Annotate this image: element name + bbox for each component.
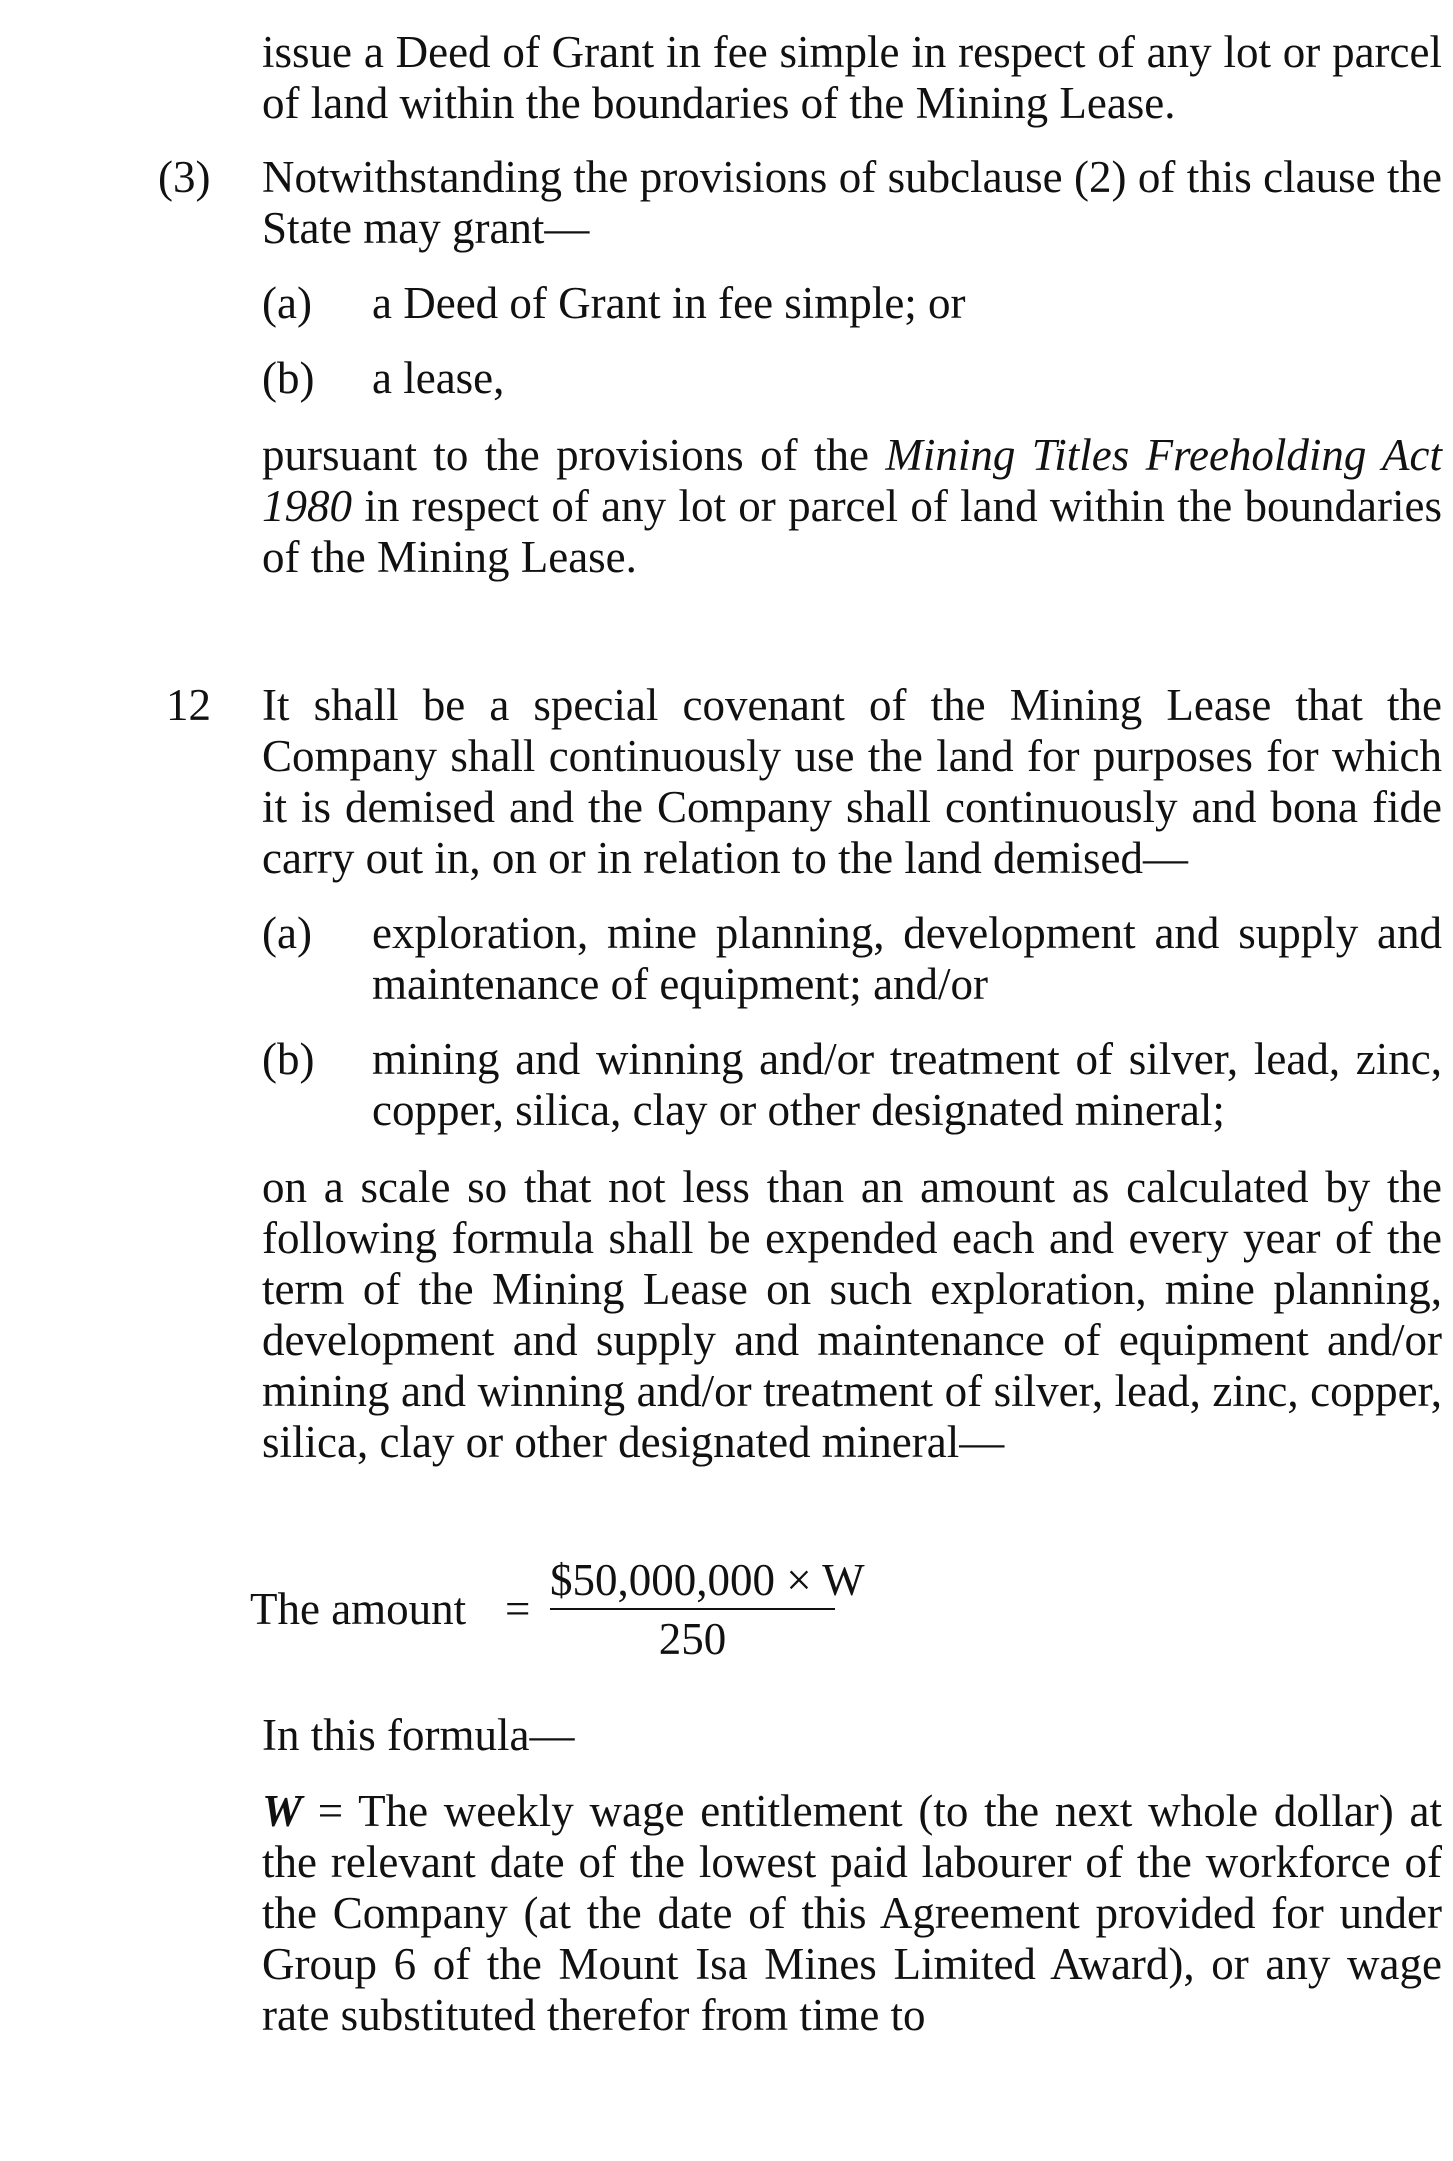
formula-lhs: The amount [250, 1584, 467, 1634]
formula-intro: In this formula— [262, 1710, 575, 1760]
clause-intro: It shall be a special covenant of the Mining Lease that the Company shall continuously use the land for purposes for which it is demised and the Company shall continuously and bona fide carry out in, on or in relation to the land demised— [262, 680, 1442, 883]
clause-tail-paragraph: on a scale so that not less than an amount as calculated by the following formula shall be expended each and every year of the term of the Mining Lease on such exploration, mine planning, development and supply and maintenance of equipment and/or mining and winning and/or treatment of silver, lead, zinc, copper, silica, clay or other designated mineral— [262, 1162, 1442, 1467]
subclause-item-text: a Deed of Grant in fee simple; or [372, 278, 966, 328]
subclause-tail-paragraph [262, 430, 1442, 583]
formula-numerator: $50,000,000 × W [550, 1555, 865, 1605]
subclause-item-label: (b) [262, 353, 315, 403]
tail-text-after: in respect of any lot or parcel of land within the boundaries of the Mining Lease. [262, 481, 1442, 582]
subclause-number: (3) [158, 152, 211, 202]
clause-number: 12 [166, 680, 211, 730]
formula-fraction [550, 1555, 865, 1665]
clause-item-label: (b) [262, 1034, 315, 1084]
clause-item-text: mining and winning and/or treatment of silver, lead, zinc, copper, silica, clay or other designated mineral; [372, 1034, 1442, 1135]
formula-denominator: 250 [658, 1614, 727, 1664]
formula-equals: = [505, 1584, 531, 1634]
amount-formula [250, 1555, 950, 1665]
clause-item-text: exploration, mine planning, development and supply and maintenance of equipment; and/or [372, 908, 1442, 1009]
subclause-item-label: (a) [262, 278, 312, 328]
clause-item-label: (a) [262, 908, 312, 958]
continuation-paragraph: issue a Deed of Grant in fee simple in respect of any lot or parcel of land within the boundaries of the Mining Lease. [262, 27, 1442, 128]
tail-text-before: pursuant to the provisions of the [262, 430, 886, 480]
subclause-intro: Notwithstanding the provisions of subclause (2) of this clause the State may grant— [262, 152, 1442, 253]
subclause-item-text: a lease, [372, 353, 505, 403]
definition-term: W [262, 1786, 303, 1836]
fraction-bar [550, 1608, 835, 1610]
definition-paragraph [262, 1786, 1442, 2041]
definition-text: = The weekly wage entitlement (to the next whole dollar) at the relevant date of the lowest paid labourer of the workforce of the Company (at the date of this Agreement provided for under Group 6 of the Mount Isa Mines Limited Award), or any wage rate substituted therefor from time to [262, 1786, 1442, 2040]
act-title: Mining Titles Freeholding Act 1980 [262, 430, 1442, 531]
